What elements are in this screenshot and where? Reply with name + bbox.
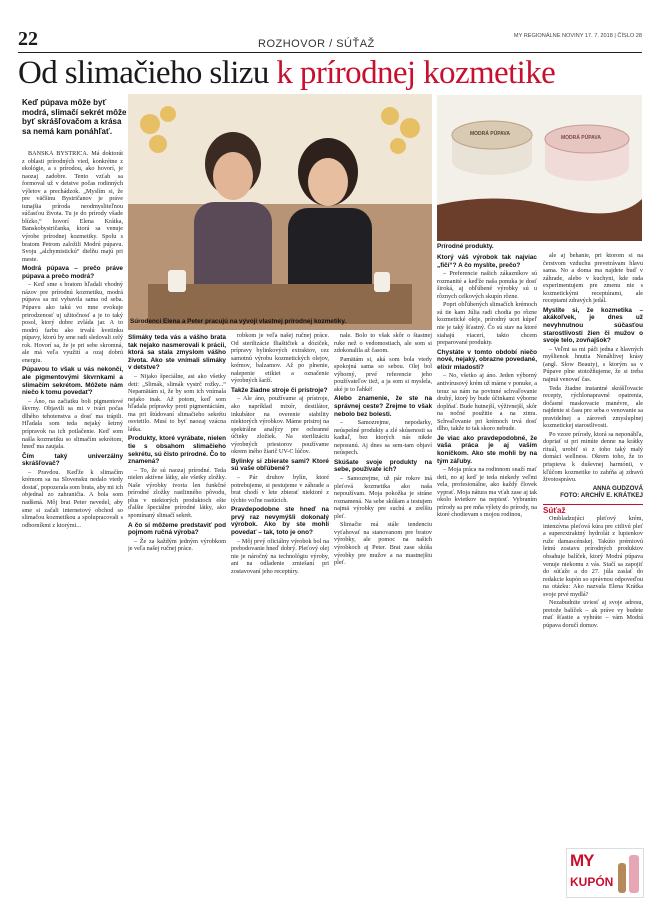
question: A čo si môžeme predstaviť pod pojmom ručná výroba? [128, 521, 226, 537]
question: Slimáky teda vás a vášho brata tak nejako nasmerovali k prácii, ktorá sa stala zmyslom vášho života. Ako ste vnímali slimáky v detstve? [128, 334, 226, 372]
answer: – Pár druhov bylín, ktoré potrebujeme, si pestujeme v záhrade a brat chodí v lete zbierať niektoré z týchto voľne rastúcich. [231, 473, 329, 504]
question: Chystáte v tomto období niečo nové, nejaký, obrazne povedané, elixír mladosti? [437, 348, 537, 371]
contest-text: Ombladzujúci pleťový krém, intenzívna pleťová kúra pre citlivú pleť a superextraktný hydrolát z lupienkov ruže damascénskej. Takúto prémiovú letnú zostavu prírodných produktov obsahuje balíček, ktorý Modrá púpava venuje niekomu z vás. Stačí sa zapojiť do súťaže a do 27. júla zaslať do redakcie kupón so správnou odpoveďou na otázku: Ako nazvala Elena Krátka svoje prvé mydlá? [543, 515, 643, 598]
product-photo-caption: Prírodné produkty. [437, 243, 494, 250]
jar2-label: MODRÁ PÚPAVA [561, 135, 601, 141]
headline [18, 53, 555, 93]
question: Takže žiadne stroje či prístroje? [231, 386, 328, 394]
question: Skúšate svoje produkty na sebe, používate ich? [334, 458, 432, 474]
question: Púpavou to však u vás nekončí, ale pigmentovými škvrnkami a slimačím sekrétom. Môžete nám niečo k tomu povedať? [22, 366, 123, 397]
answer: – Keď sme s bratom hľadali vhodný názov pre prírodnú kozmetiku, modrá púpava sa mi vybavila sama od seba. Púpavu ako takú vo mne evokuje prirodzenosť uj užitočnosť a je to taký posol, ktorý dobre zvláda jar. A to modrú farbu ako trvalú kvetinku púpavy, ktorú by sme radi sledovali celý rok. Hovorí sa, že je pri sebe skromná, ale má veľa využití a ozaj dobrú energiu. [22, 281, 123, 364]
article-column-5 [437, 252, 537, 902]
answer: ale aj behanie, pri ktorom si na čerstvom vzduchu prevetrávam hlavu sama. No a doma ma najdete buď v záhrade, alebo v kuchyni, kde rada experimentujem pre zmenu nie s kozmetickými receptúrami, ale receptami zdravých jedál. [543, 252, 643, 305]
contest-heading: Súťaž [543, 504, 643, 515]
answer: Teda žiadne instantné skrášľovacie recepty, rýchlonapravné opatrenia, dočasné maskovacie manévre, ale najdenie si času pre seba o venovanie sa pravidelnej a zároveň zmysluplnej kozmetickej starostlivosti. [543, 384, 643, 430]
author-signature: ANNA GUDZOVÁ FOTO: ARCHÍV E. KRÁTKEJ [560, 484, 643, 500]
question: Bylinky si zbierate sami? Ktoré sú vaše obľúbené? [231, 457, 329, 473]
answer: – Ale áno, používame aj prístroje, ako napríklad mixér, destilátor, inkubátor na overenie stability niektorých výrobkov. Máme pristroj na spektrálne analýzy pre ochranné účinky zložiek. Na sterilizáciu výrobných priestorov používame okrem iného žiarič UV-C lúčov. [231, 395, 329, 456]
answer: – Veľmi sa mi páči jedna z hlavných myšlienok hnutia Nenáhlivej krásy (angl. Slow Beauty), s ktorým sa v Púpave plne stotožňujeme, že si treba najmä venovať čas. [543, 345, 643, 383]
article-column-1 [22, 150, 123, 902]
question: Pravdepodobne ste hneď na prvý raz nevymýšli dokonalý výrobok. Ako by ste mohli povedať – tak, toto je ono? [231, 506, 329, 536]
masthead: MY REGIONÁLNE NOVINY 17. 7. 2018 | ČÍSLO 28 [513, 33, 642, 39]
answer: – Preferencie našich zákazníkov sú rozmanité a keďže naša ponuka je dosť široká, aj obľúbené výrobky sú u rôznych celkových skupín rôzne. [437, 270, 537, 300]
contest-text-2: Nezabudnite uviesť aj svoje adresu, pretože balíček – ak práve vy budete mať šťastie a vyhráte – vám Modrá púpava doručí domov. [543, 599, 643, 629]
bottle-icon [629, 855, 639, 893]
main-photo [128, 94, 432, 330]
answer: – Môj prvý oficiálny výrobok bol na prebodovanie hneď dobrý. Pleťový olej nie je náročný na technológiu výroby, ani na odladenie zmiešaní pri zostavovaní jeho receptúry. [231, 537, 329, 575]
section-label: ROZHOVOR / SÚŤAŽ [258, 38, 375, 50]
lead-paragraph: Keď púpava môže byť modrá, slimačí sekrét môže byť skrášľovačom a krása sa nemá kam ponáhľať. [22, 98, 127, 136]
intro-paragraph: BANSKÁ BYSTRICA. Má doktorát z oblasti prírodných vied, konkrétne z ekológie, a s prírodou, ako hovorí, je naozaj zadobre. Tento vzťah sa formoval už v detstve počas rodinných výletov a prechádzok. „Myslím si, že pre väčšinu Bystričanov je práve tunajšia príroda neodmysliteľnou súčasťou života. Tu je do prírody všade blízko,“ hovorí Elena Krátka, Banskobystričanka, ktorá sa venuje výrobe prírodnej kozmetiky. Spolu s bratom Petrom založili Modrú púpavu. Svoju „alchymistickú“ dielňu majú pri meste. [22, 150, 123, 263]
answer: – Samozrejme, nepodarky, neúspešné produkty a zlé skúsenosti sa kadiaľ, bez ktorých nás nikde neposunú. Aj dnes sa sem-tam objaví neúspech. [334, 419, 432, 457]
headline-part1: Od slimačieho slizu [18, 55, 269, 91]
answer: – Áno, na začiatku boli pigmentové škvrny. Objavili sa mi v tvári počas dlhého tehotenstva a dosť ma trápili. Hľadala som teda nejaký šetrný prípravok na ich potlačenie. Keď som našla kozmetiku so slimačím sekrétom, hneď ma zaujala. [22, 397, 123, 451]
question: Modrá púpava – prečo práve púpava a prečo modrá? [22, 265, 123, 280]
answer: – Pravdou. Keďže k slimačím krémom sa na Slovensku nedalo vtedy dostať, popozerala som brata, aby mi ich objednal zo zahraničia. A bola som nadšená. Môj brat Peter nevedel, aby sme si začali internetový obchod so slimačou kozmetikou a spolupracovali s odborníkmi z ktorými... [22, 468, 123, 529]
answer: nale. Bolo to však skôr o štastnej ruke než o vedomostiach, ale som si zdokonalila až časom. [334, 332, 432, 355]
article-column-3 [231, 332, 329, 902]
question: Alebo znamenie, že ste na správnej ceste? Zrejme to však nebolo bez bolesti. [334, 395, 432, 418]
coupon-my-logo: MY [570, 851, 594, 870]
answer: robkom je veľa našej ručnej práce. Od sterilizácie fliaštičiek a dóziček, prípravy bylinkových extraktov, cez samotnú výrobu kozmetických olejov, krémov, balzamov. Až po plnenie, nalepenie etikiet a označenie výrobných šarží. [231, 332, 329, 385]
answer: – No, všetko aj áno. Jeden výborný antivírusový krém už máme v ponuke, a teraz sa nám na povinné schvaľovanie druhý, ktorý by bude účinkami výborne doplňať. Bude hutnejší, výživnejší, skôr na nočné použitie a na zimu. Schvaľovanie pri krémoch trvá dosť dlho, takže to tak skoro nebude. [437, 372, 537, 433]
coupon-label: KUPÓN [570, 875, 614, 889]
answer: Popri obľúbených slimačích krémoch sú tie kam Júlia radi chodia po rôzne kozmetické oleje, prírodný ucet kúpeľ nie je taký šťastný. Čo sú stav na ktoré siahajú viacerí, takto chcem preparované produkty. [437, 301, 537, 347]
main-photo-caption: Súrodenci Elena a Peter pracujú na vývoji vlastnej prírodnej kozmetiky. [130, 318, 347, 325]
product-photo [437, 95, 642, 241]
answer: Po vzore prírody, ktorá sa neponáhľa, dopriať si pri minúte denne na krátky rituál, urobiť si z toho taký malý domáci wellness. Okrem toho, že to prispieva k duševnej harmónii, v kľúčom kozmetike to zahŕňa aj zdravú životosprávu. [543, 430, 643, 484]
jar1-label: MODRÁ PÚPAVA [470, 131, 510, 137]
article-column-4 [334, 332, 432, 902]
contest-coupon[interactable] [566, 848, 644, 898]
article-column-6 [543, 252, 643, 846]
answer: – Moja práca na rodinnom snaží mať deti, no aj keď je teda niekedy veľmi vela, profesionálne, ako každý človek vyprať. Moja nátura ma vťah zase aj tak okolo kvietkov na nepiesť. Vybraním prírody sa pre mňa výlety do prírody, na ktoré chodievam s mojou rodinou, [437, 466, 537, 519]
answer: – Že za každým jedným výrobkom je veľa našej ručnej práce. [128, 537, 226, 553]
page-number: 22 [18, 28, 38, 50]
answer: Pamätám si, aká som bola vtedy spokojná sama so sebou. Olej bol výborný, prvé referencie jeho používateľov tiež, a ja som si myslela, aké je to ľahké! [334, 355, 432, 393]
question: Myslíte si, že kozmetika – akákoľvek, je dnes už nevyhnutnou súčasťou starostlivosti žien či mužov o svoje telo, zovňajšok? [543, 306, 643, 345]
answer: – Samozrejme, už pár rokov iná pleťová kozmetika ako naša nepoužívam. Moja pokožka je stráne roznamená. Na sebe skúšam a testujem najmä výrobky pre suchú a zrelšiu pleť. [334, 475, 432, 520]
question: Ktorý váš výrobok tak najviac „fičí“? A čo myslíte, prečo? [437, 254, 537, 269]
article-column-2 [128, 332, 226, 902]
answer: – To, že sú naozaj prírodné. Teda nielen aktívne látky, ale všetky zložky. Naše výrobky tvoria len funkčné prírodné zložky rastlinného pôvodu, plus v niektorých produktoch ešte ďalšie špeciálne prírodné látky, ako spomínaný slimačí sekrét. [128, 466, 226, 519]
bottle-icon [618, 863, 626, 893]
question: Čím taký univerzálny skrášľovač? [22, 452, 123, 468]
headline-part2: k prírodnej kozmetike [276, 55, 556, 91]
question: Je viac ako pravdepodobné, že vaša práca je aj vaším koníčkom. Ako ste mohli by na tým záľuby. [437, 434, 537, 465]
question: Produkty, ktoré vyrábate, nielen tie s obsahom slimačieho sekrétu, sú čisto prírodné. Čo to znamená? [128, 435, 226, 466]
answer: Slimačie má stále tendenciu vyťahovať na stanovanom pre bratov výrobky, ale pomoc na našich výrobkoch aj Peter. Brat zase skúša výrobky pre mužov a na mastnejšiu pleť. [334, 521, 432, 567]
answer: – Nijako špeciálne, asi ako všetky deti: „Slimák, slimák vystrč rožky...“ Nepamätám si, že by som ich vnímala nejako inak. Až potom, keď som hľadala prípravky proti pigmentáciám, ma pri štúdovaní slimačieho sekrétu osvietilo. Musí to byť naozaj vzácna látka. [128, 372, 226, 433]
